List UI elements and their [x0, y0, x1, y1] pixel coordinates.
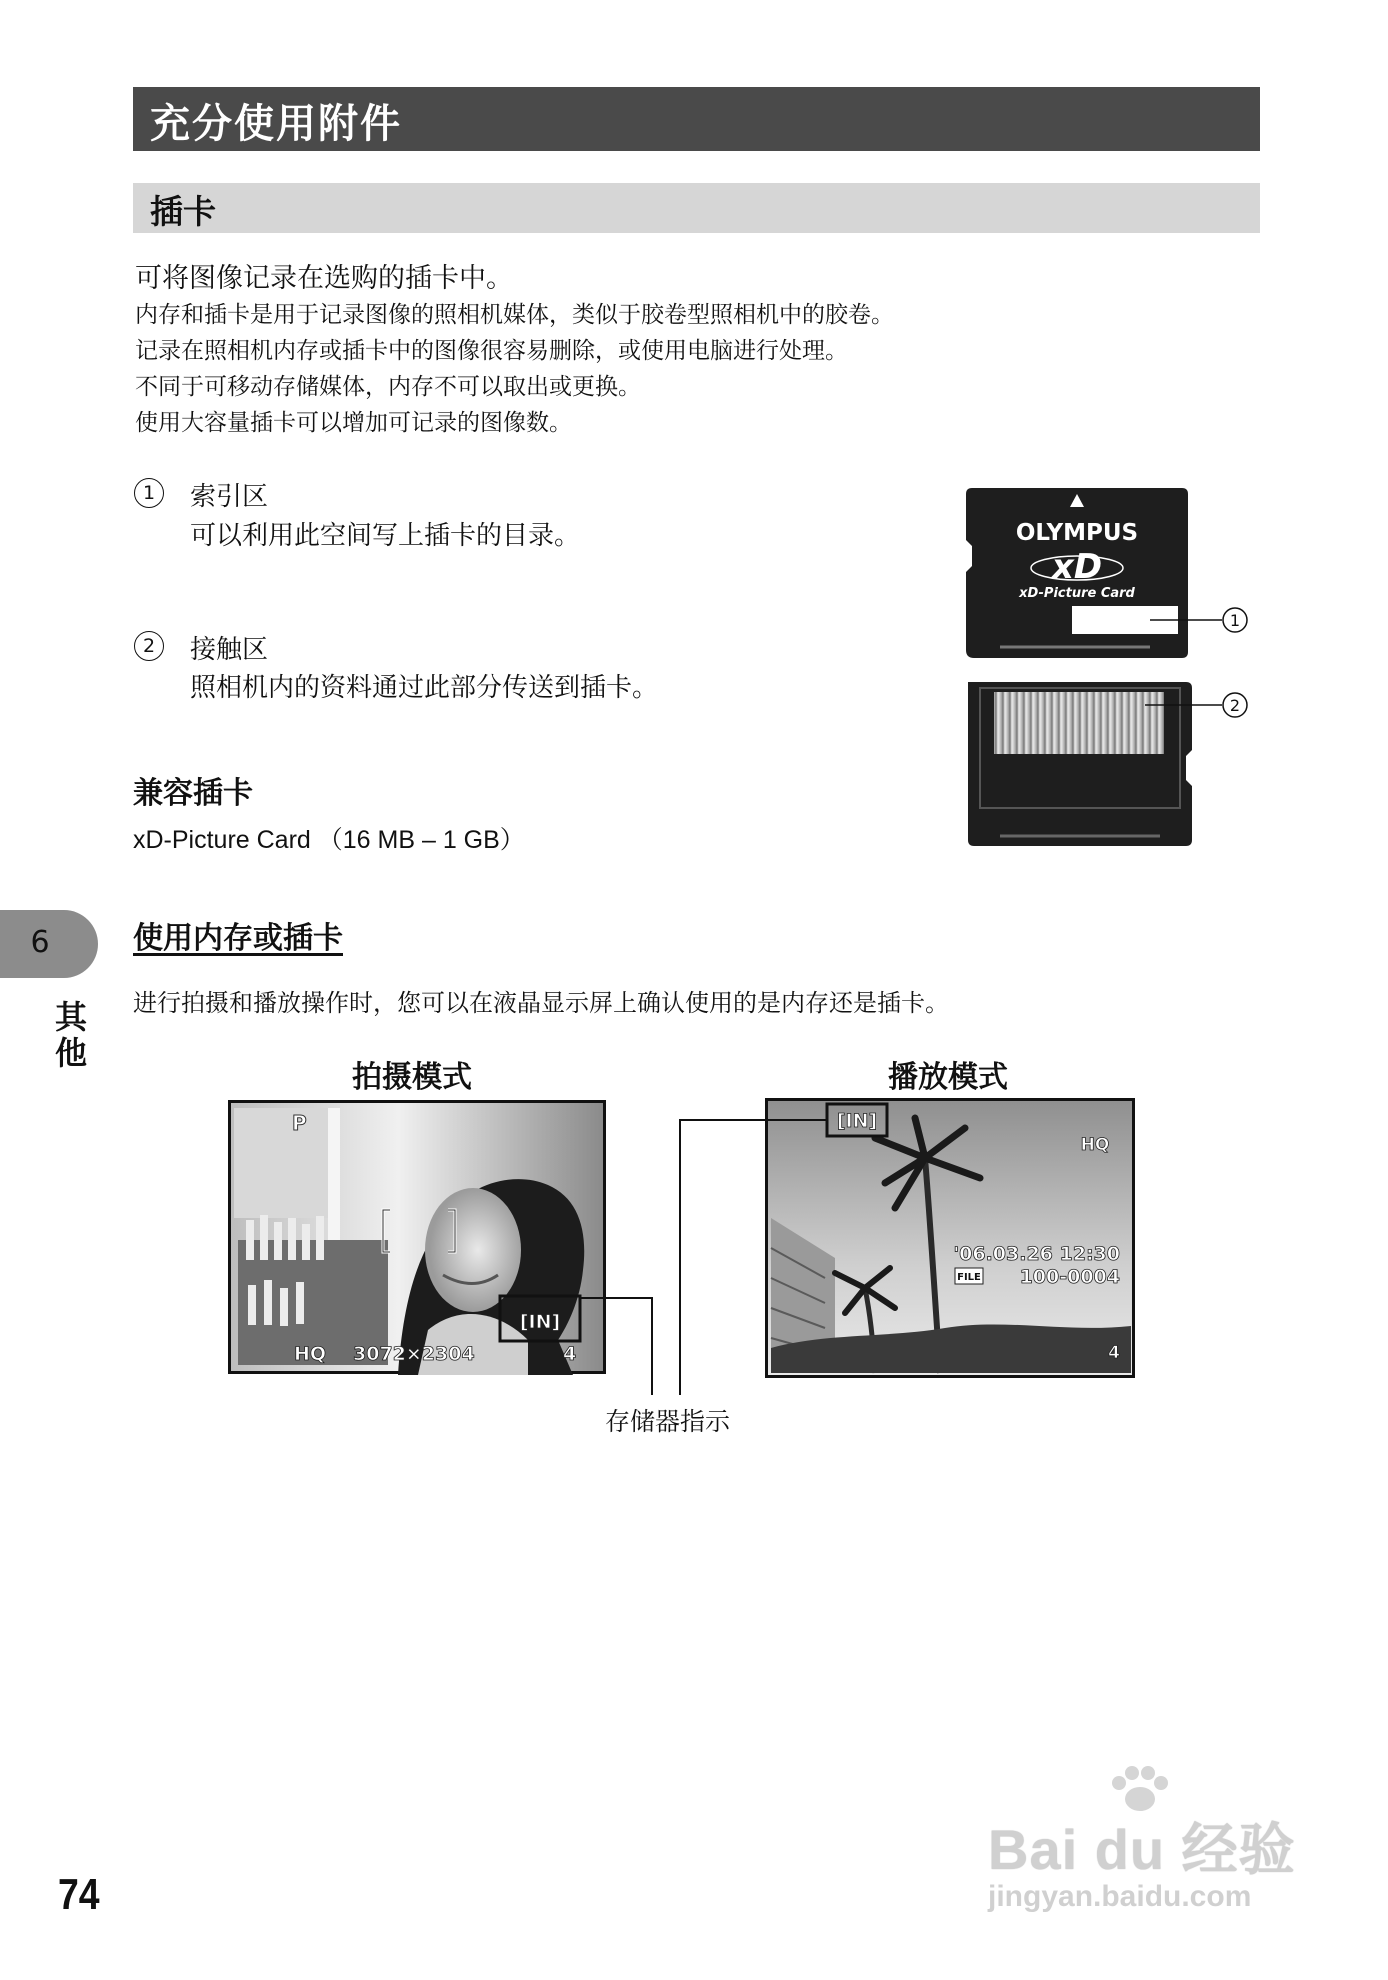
callout-number: 1	[1229, 611, 1241, 630]
xd-card-illustration	[960, 480, 1260, 860]
intro-line: 记录在照相机内存或插卡中的图像很容易删除，或使用电脑进行处理。	[135, 338, 848, 364]
card-logo: xD	[1051, 547, 1103, 587]
section-title-bar	[133, 183, 1260, 233]
resolution-indicator: 3072×2304	[353, 1343, 475, 1365]
shooting-screen	[228, 1100, 608, 1376]
shooting-mode-title: 拍摄模式	[352, 1060, 472, 1095]
card-brand: OLYMPUS	[1015, 520, 1139, 546]
shooting-mode-indicator: P	[292, 1111, 307, 1135]
memory-indicator: [IN]	[519, 1311, 561, 1333]
quality-indicator: HQ	[1080, 1135, 1110, 1155]
intro-lead: 可将图像记录在选购的插卡中。	[135, 263, 513, 294]
watermark-url: jingyan.baidu.com	[988, 1880, 1252, 1913]
datetime-indicator: '06.03.26 12:30	[953, 1243, 1120, 1265]
memory-indicator: [IN]	[836, 1110, 878, 1132]
playback-screen	[765, 1098, 1137, 1380]
compat-heading: 兼容插卡	[133, 776, 253, 811]
intro-line: 使用大容量插卡可以增加可记录的图像数。	[135, 410, 572, 436]
background-window	[234, 1108, 334, 1218]
intro-line: 内存和插卡是用于记录图像的照相机媒体，类似于胶卷型照相机中的胶卷。	[135, 302, 894, 328]
item-number-circle: 1	[134, 478, 164, 508]
watermark-brand: Bai du 经验	[988, 1818, 1296, 1881]
chapter-number: 6	[30, 925, 50, 960]
quality-indicator: HQ	[294, 1343, 327, 1365]
section-title: 插卡	[150, 192, 216, 231]
callout-number: 2	[1229, 696, 1241, 715]
intro-line: 不同于可移动存储媒体，内存不可以取出或更换。	[135, 374, 641, 400]
frames-remaining: 4	[563, 1343, 577, 1365]
card-name: xD-Picture Card	[1019, 586, 1135, 601]
section-text: 进行拍摄和播放操作时，您可以在液晶显示屏上确认使用的是内存还是插卡。	[133, 989, 949, 1017]
memory-indicator-label: 存储器指示	[605, 1407, 731, 1436]
section-heading: 使用内存或插卡	[133, 921, 343, 956]
contact-area-title: 接触区	[190, 635, 269, 665]
file-tag: FILE	[957, 1272, 981, 1283]
contact-area-desc: 照相机内的资料通过此部分传送到插卡。	[190, 673, 659, 703]
face	[425, 1188, 521, 1312]
page-title: 充分使用附件	[150, 101, 402, 147]
compat-text: xD-Picture Card （16 MB – 1 GB）	[133, 826, 525, 854]
page-number: 74	[58, 1870, 100, 1919]
chapter-label: 其他	[50, 1000, 88, 1072]
index-area-title: 索引区	[190, 482, 269, 512]
item-number-circle: 2	[134, 631, 164, 661]
contact-area	[994, 692, 1164, 754]
index-area-desc: 可以利用此空间写上插卡的目录。	[190, 521, 581, 551]
file-number: 100-0004	[1019, 1266, 1120, 1288]
playback-mode-title: 播放模式	[888, 1060, 1008, 1095]
frame-number: 4	[1108, 1343, 1120, 1363]
